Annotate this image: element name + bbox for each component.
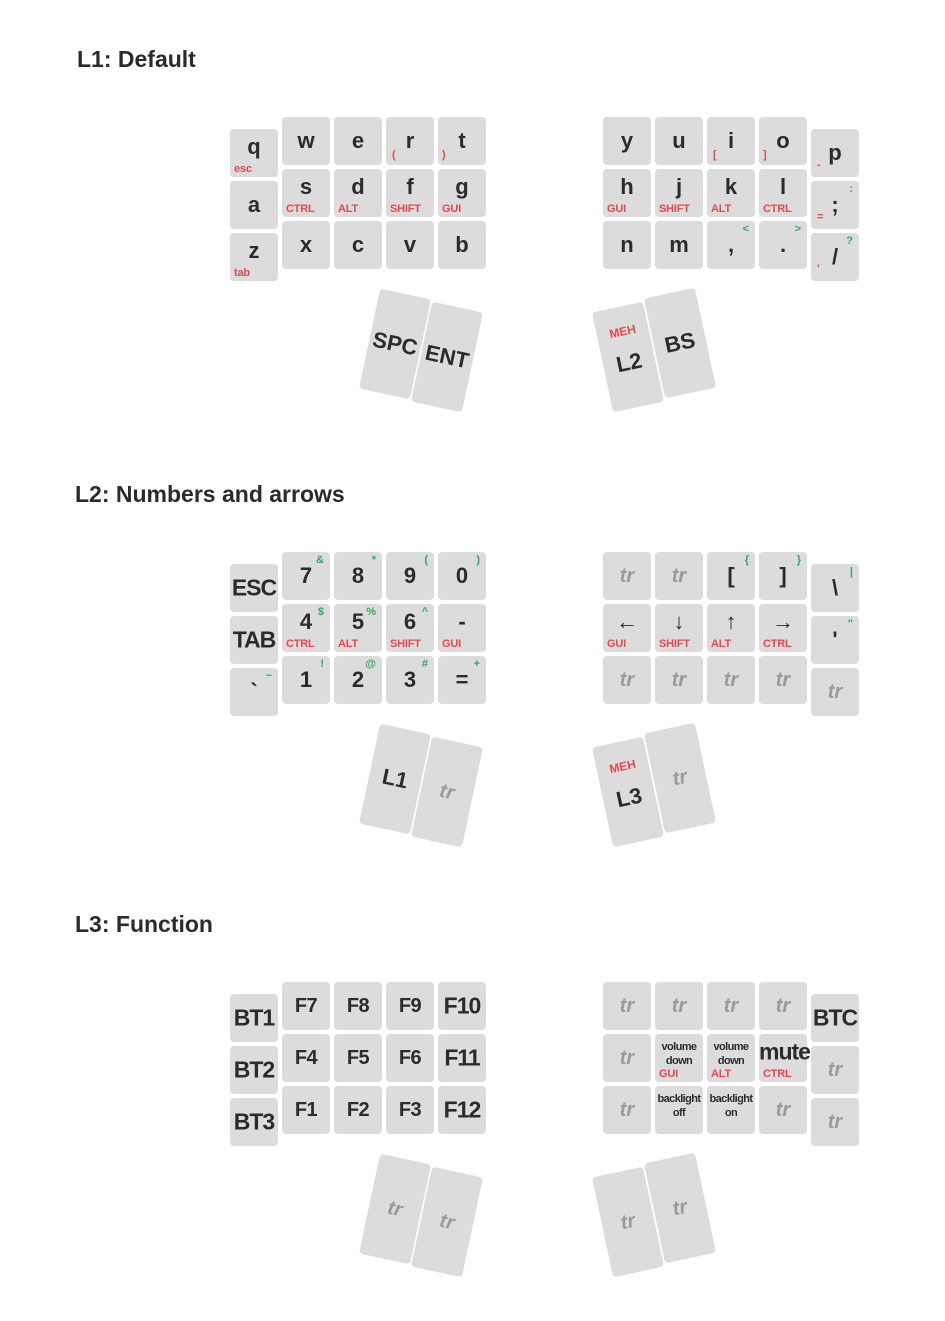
key-right[interactable] xyxy=(811,181,859,229)
key-label: F9 xyxy=(398,995,422,1017)
key-left[interactable] xyxy=(282,656,330,704)
key-right[interactable] xyxy=(603,982,651,1030)
key-label: ` xyxy=(250,679,258,704)
shifted-symbol: < xyxy=(742,223,749,235)
key-left[interactable] xyxy=(386,982,434,1030)
thumb-key-label: BS xyxy=(662,327,698,358)
key-label: F11 xyxy=(444,1044,480,1071)
key-right[interactable] xyxy=(759,117,807,165)
key-label: / xyxy=(831,244,839,269)
key-right[interactable] xyxy=(759,169,807,217)
key-left[interactable] xyxy=(386,169,434,217)
hold-modifier-label: CTRL xyxy=(763,203,792,215)
key-label: BTC xyxy=(812,1004,858,1031)
key-right[interactable] xyxy=(603,1034,651,1082)
key-label: o xyxy=(776,128,790,153)
key-label: BT1 xyxy=(233,1004,275,1031)
key-right[interactable] xyxy=(655,656,703,704)
key-right[interactable] xyxy=(759,221,807,269)
key-right[interactable] xyxy=(655,117,703,165)
hold-modifier-label: ALT xyxy=(338,638,358,650)
thumb-key-label: L2 xyxy=(613,347,645,378)
key-right[interactable] xyxy=(603,604,651,652)
key-label: n xyxy=(620,232,634,257)
key-left[interactable] xyxy=(334,221,382,269)
key-label: s xyxy=(299,174,313,199)
key-label: F1 xyxy=(294,1099,318,1121)
key-label: 7 xyxy=(299,563,313,588)
key-right[interactable] xyxy=(707,552,755,600)
key-left[interactable] xyxy=(386,552,434,600)
key-label: F3 xyxy=(398,1099,422,1121)
key-left[interactable] xyxy=(230,233,278,281)
combo-symbol: - xyxy=(817,159,821,171)
hold-modifier-label: CTRL xyxy=(763,638,792,650)
thumb-key-label: SPC xyxy=(370,326,420,361)
combo-symbol: = xyxy=(817,211,824,223)
key-left[interactable] xyxy=(386,1086,434,1134)
shifted-symbol: % xyxy=(366,606,376,618)
key-left[interactable] xyxy=(282,169,330,217)
key-label: 3 xyxy=(403,667,417,692)
shifted-symbol: # xyxy=(421,658,428,670)
key-left[interactable] xyxy=(230,1098,278,1146)
combo-symbol: ( xyxy=(392,149,396,161)
key-left[interactable] xyxy=(334,1034,382,1082)
thumb-key-label: tr xyxy=(385,1196,405,1222)
key-label: mute xyxy=(759,1038,810,1065)
key-right[interactable] xyxy=(811,1046,859,1094)
key-right[interactable] xyxy=(759,656,807,704)
key-label: F7 xyxy=(294,995,318,1017)
hold-modifier-label: GUI xyxy=(607,203,626,215)
shifted-symbol: $ xyxy=(317,606,324,618)
shifted-symbol: : xyxy=(849,183,853,195)
key-label: f xyxy=(406,174,414,199)
key-right[interactable] xyxy=(655,169,703,217)
thumb-key-label: ENT xyxy=(422,339,472,374)
key-right[interactable] xyxy=(759,552,807,600)
key-left[interactable] xyxy=(438,221,486,269)
key-label: 4 xyxy=(299,609,313,634)
key-label: t xyxy=(458,128,466,153)
key-right[interactable] xyxy=(655,552,703,600)
key-label: backlight on xyxy=(709,1093,753,1119)
key-label: ' xyxy=(832,627,838,652)
key-label: . xyxy=(779,232,787,257)
key-right[interactable] xyxy=(811,994,859,1042)
key-right[interactable] xyxy=(707,656,755,704)
key-label: g xyxy=(455,174,469,199)
key-label: y xyxy=(620,128,634,153)
combo-symbol: [ xyxy=(713,149,717,161)
key-label: a xyxy=(247,192,261,217)
key-label: ↑ xyxy=(725,609,737,634)
key-left[interactable] xyxy=(230,616,278,664)
key-label: 0 xyxy=(455,563,469,588)
key-right[interactable] xyxy=(759,982,807,1030)
hold-modifier-label: MEH xyxy=(608,756,638,777)
key-left[interactable] xyxy=(438,1034,486,1082)
key-label: 8 xyxy=(351,563,365,588)
key-label: F6 xyxy=(398,1047,422,1069)
key-label: TAB xyxy=(232,626,276,653)
key-right[interactable] xyxy=(655,604,703,652)
key-left[interactable] xyxy=(334,604,382,652)
key-label: → xyxy=(772,609,794,634)
key-left[interactable] xyxy=(282,1086,330,1134)
key-left[interactable] xyxy=(386,1034,434,1082)
key-label: 5 xyxy=(351,609,365,634)
key-right[interactable] xyxy=(707,169,755,217)
key-label: p xyxy=(828,140,842,165)
key-right[interactable] xyxy=(759,604,807,652)
hold-modifier-label: GUI xyxy=(442,203,461,215)
shifted-symbol: } xyxy=(796,554,801,566)
key-left[interactable] xyxy=(282,604,330,652)
thumb-key-label: tr xyxy=(670,765,690,791)
thumb-key-label: tr xyxy=(437,1209,457,1235)
combo-symbol: ] xyxy=(763,149,767,161)
key-left[interactable] xyxy=(282,221,330,269)
key-label: volume down xyxy=(661,1041,697,1067)
key-label: tr xyxy=(827,681,843,703)
hold-modifier-label: ALT xyxy=(711,203,731,215)
key-left[interactable] xyxy=(438,169,486,217)
key-label: 9 xyxy=(403,563,417,588)
key-right[interactable] xyxy=(655,1086,703,1134)
key-label: tr xyxy=(723,995,739,1017)
thumb-key-label: tr xyxy=(670,1195,690,1221)
key-label: 6 xyxy=(403,609,417,634)
shifted-symbol: > xyxy=(794,223,801,235)
thumb-key-label: L3 xyxy=(613,782,645,813)
key-label: d xyxy=(351,174,365,199)
key-label: 1 xyxy=(299,667,313,692)
key-label: \ xyxy=(831,575,839,600)
shifted-symbol: @ xyxy=(365,658,376,670)
hold-modifier-label: CTRL xyxy=(763,1068,792,1080)
key-label: [ xyxy=(727,563,735,588)
key-left[interactable] xyxy=(230,129,278,177)
shifted-symbol: " xyxy=(847,618,853,630)
shifted-symbol: ? xyxy=(846,235,853,247)
key-label: ← xyxy=(616,609,638,634)
key-right[interactable] xyxy=(707,117,755,165)
hold-modifier-label: tab xyxy=(234,267,250,279)
key-label: i xyxy=(727,128,735,153)
key-left[interactable] xyxy=(334,1086,382,1134)
key-label: c xyxy=(351,232,365,257)
key-left[interactable] xyxy=(438,604,486,652)
key-left[interactable] xyxy=(230,668,278,716)
key-label: BT3 xyxy=(233,1108,275,1135)
key-right[interactable] xyxy=(811,129,859,177)
layer-title: L3: Function xyxy=(75,911,213,937)
key-left[interactable] xyxy=(282,552,330,600)
shifted-symbol: ~ xyxy=(265,670,272,682)
key-right[interactable] xyxy=(811,668,859,716)
thumb-key-label: tr xyxy=(618,1209,638,1235)
shifted-symbol: ^ xyxy=(421,606,428,618)
key-label: F4 xyxy=(294,1047,318,1069)
shifted-symbol: ! xyxy=(320,658,324,670)
key-label: tr xyxy=(723,669,739,691)
key-left[interactable] xyxy=(438,656,486,704)
key-right[interactable] xyxy=(655,982,703,1030)
key-right[interactable] xyxy=(759,1086,807,1134)
key-label: F8 xyxy=(346,995,370,1017)
key-right[interactable] xyxy=(603,169,651,217)
combo-symbol: ) xyxy=(442,149,446,161)
key-left[interactable] xyxy=(230,994,278,1042)
hold-modifier-label: SHIFT xyxy=(390,203,421,215)
shifted-symbol: | xyxy=(849,566,853,578)
key-left[interactable] xyxy=(334,982,382,1030)
key-label: tr xyxy=(619,1099,635,1121)
key-left[interactable] xyxy=(386,221,434,269)
hold-modifier-label: MEH xyxy=(608,321,638,342)
hold-modifier-label: ALT xyxy=(711,638,731,650)
key-left[interactable] xyxy=(334,169,382,217)
hold-modifier-label: ALT xyxy=(338,203,358,215)
key-label: k xyxy=(724,174,738,199)
hold-modifier-label: GUI xyxy=(442,638,461,650)
key-label: F12 xyxy=(443,1096,481,1123)
key-label: F2 xyxy=(346,1099,370,1121)
shifted-symbol: * xyxy=(371,554,376,566)
key-label: tr xyxy=(827,1059,843,1081)
key-label: tr xyxy=(671,995,687,1017)
hold-modifier-label: CTRL xyxy=(286,203,315,215)
key-label: z xyxy=(248,238,260,263)
key-left[interactable] xyxy=(438,982,486,1030)
key-right[interactable] xyxy=(603,1086,651,1134)
key-label: BT2 xyxy=(233,1056,275,1083)
key-label: tr xyxy=(619,995,635,1017)
key-left[interactable] xyxy=(334,552,382,600)
key-label: - xyxy=(458,609,466,634)
hold-modifier-label: GUI xyxy=(659,1068,678,1080)
key-label: volume down xyxy=(713,1041,749,1067)
combo-symbol: ' xyxy=(817,263,820,275)
layer-title: L2: Numbers and arrows xyxy=(75,481,345,507)
key-label: tr xyxy=(775,669,791,691)
key-right[interactable] xyxy=(603,656,651,704)
hold-modifier-label: GUI xyxy=(607,638,626,650)
key-label: x xyxy=(299,232,313,257)
key-label: tr xyxy=(671,669,687,691)
shifted-symbol: + xyxy=(473,658,480,670)
key-left[interactable] xyxy=(230,564,278,612)
key-left[interactable] xyxy=(438,552,486,600)
hold-modifier-label: ALT xyxy=(711,1068,731,1080)
hold-modifier-label: SHIFT xyxy=(659,638,690,650)
key-label: u xyxy=(672,128,686,153)
thumb-key-label: L1 xyxy=(379,763,411,794)
key-label: tr xyxy=(619,669,635,691)
key-right[interactable] xyxy=(603,117,651,165)
key-right[interactable] xyxy=(603,552,651,600)
key-right[interactable] xyxy=(707,221,755,269)
key-right[interactable] xyxy=(655,221,703,269)
key-label: F5 xyxy=(346,1047,370,1069)
key-left[interactable] xyxy=(282,117,330,165)
key-label: tr xyxy=(619,1047,635,1069)
key-left[interactable] xyxy=(334,656,382,704)
shifted-symbol: & xyxy=(316,554,324,566)
hold-modifier-label: CTRL xyxy=(286,638,315,650)
key-left[interactable] xyxy=(438,117,486,165)
key-left[interactable] xyxy=(386,604,434,652)
key-label: ] xyxy=(779,563,787,588)
key-right[interactable] xyxy=(811,564,859,612)
key-right[interactable] xyxy=(811,616,859,664)
key-label: tr xyxy=(827,1111,843,1133)
key-right[interactable] xyxy=(707,1034,755,1082)
key-right[interactable] xyxy=(707,982,755,1030)
layer-title: L1: Default xyxy=(77,46,196,72)
key-right[interactable] xyxy=(811,1098,859,1146)
key-label: ; xyxy=(831,192,839,217)
key-label: = xyxy=(455,667,469,692)
key-label: backlight off xyxy=(657,1093,701,1119)
key-label: m xyxy=(669,232,689,257)
key-label: ESC xyxy=(231,574,277,601)
key-right[interactable] xyxy=(811,233,859,281)
key-label: F10 xyxy=(443,992,481,1019)
shifted-symbol: { xyxy=(744,554,749,566)
key-label: r xyxy=(405,128,415,153)
key-right[interactable] xyxy=(759,1034,810,1082)
key-label: 2 xyxy=(351,667,365,692)
hold-modifier-label: SHIFT xyxy=(390,638,421,650)
thumb-key-label: tr xyxy=(437,779,457,805)
key-right[interactable] xyxy=(603,221,651,269)
key-left[interactable] xyxy=(386,656,434,704)
hold-modifier-label: esc xyxy=(234,163,252,175)
key-label: tr xyxy=(775,995,791,1017)
key-label: , xyxy=(727,232,735,257)
key-left[interactable] xyxy=(438,1086,486,1134)
key-right[interactable] xyxy=(655,1034,703,1082)
key-left[interactable] xyxy=(230,1046,278,1094)
key-left[interactable] xyxy=(282,1034,330,1082)
key-left[interactable] xyxy=(282,982,330,1030)
key-label: ↓ xyxy=(673,609,685,634)
key-label: e xyxy=(351,128,365,153)
key-label: j xyxy=(675,174,683,199)
key-label: l xyxy=(779,174,787,199)
key-label: tr xyxy=(671,565,687,587)
key-label: tr xyxy=(619,565,635,587)
key-label: tr xyxy=(775,1099,791,1121)
key-label: w xyxy=(297,128,315,153)
key-right[interactable] xyxy=(707,604,755,652)
shifted-symbol: ) xyxy=(476,554,480,566)
key-left[interactable] xyxy=(334,117,382,165)
key-label: h xyxy=(620,174,634,199)
key-right[interactable] xyxy=(707,1086,755,1134)
key-left[interactable] xyxy=(386,117,434,165)
key-left[interactable] xyxy=(230,181,278,229)
hold-modifier-label: SHIFT xyxy=(659,203,690,215)
shifted-symbol: ( xyxy=(424,554,428,566)
key-label: b xyxy=(455,232,469,257)
key-label: v xyxy=(403,232,417,257)
key-label: q xyxy=(247,134,261,159)
